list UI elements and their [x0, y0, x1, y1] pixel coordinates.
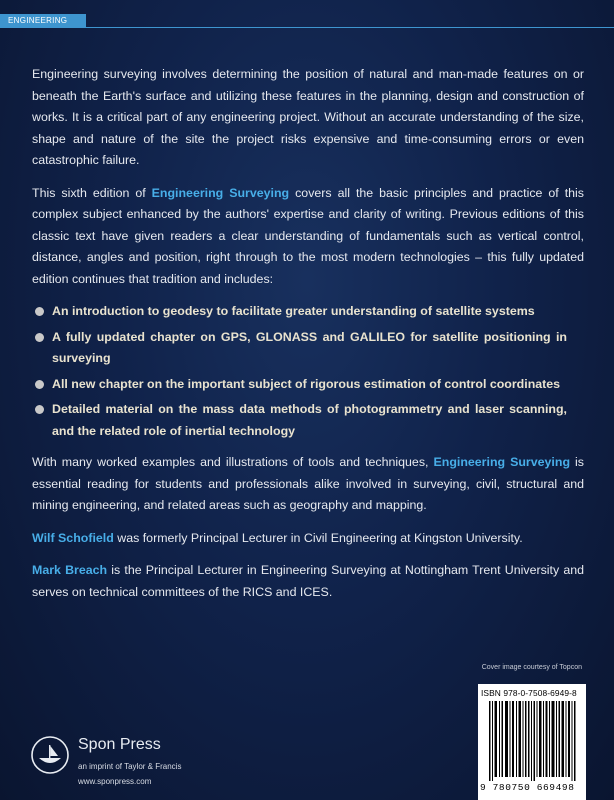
list-item — [32, 399, 567, 442]
publisher-name: Spon Press — [78, 736, 161, 753]
list-item-text: An introduction to geodesy to facilitate greater understanding of satellite systems — [52, 304, 535, 318]
bullet-icon — [35, 405, 44, 414]
list-item-text: Detailed material on the mass data methods of photogrammetry and laser scanning, and the related role of inertial technology — [52, 402, 567, 438]
isbn-label: ISBN 978-0-7508-6949-8 — [481, 688, 577, 698]
barcode-bars — [481, 701, 585, 781]
publisher-imprint: an imprint of Taylor & Francis — [78, 762, 182, 771]
worked-text-before: With many worked examples and illustrations of tools and techniques, — [32, 455, 434, 469]
bullet-icon — [35, 333, 44, 342]
barcode-number: 9 780750 669498 — [480, 782, 575, 793]
author1-bio — [32, 528, 584, 550]
edition-paragraph — [32, 183, 584, 291]
book-title-highlight: Engineering Surveying — [433, 455, 571, 469]
bullet-icon — [35, 307, 44, 316]
worked-text-after: is essential reading for students and professionals alike involved in surveying, civil, structural and mining engineering, and related areas such as geography and mapping. — [32, 455, 584, 512]
list-item — [32, 301, 567, 323]
header-rule — [86, 27, 614, 28]
author2-name: Mark Breach — [32, 563, 108, 577]
bullet-icon — [35, 380, 44, 389]
features-list — [32, 301, 584, 442]
list-item-text: A fully updated chapter on GPS, GLONASS and GALILEO for satellite positioning in surveying — [52, 329, 567, 365]
author1-text: was formerly Principal Lecturer in Civil Engineering at Kingston University. — [113, 530, 523, 545]
worked-examples-paragraph — [32, 452, 584, 517]
isbn-barcode — [478, 684, 586, 800]
edition-text-before: This sixth edition of — [32, 185, 152, 200]
intro-paragraph: Engineering surveying involves determining the position of natural and man-made features on or beneath the Earth's surface and utilizing these features in the planning, design and construction of works. It is a critical part of any engineering project. Without an accurate understanding of the size, shape and nature of the site the project risks expensive and time-consuming errors or even catastrophic failure. — [32, 67, 584, 167]
cover-credit: Cover image courtesy of Topcon — [481, 664, 582, 671]
list-item — [32, 327, 567, 370]
list-item — [32, 374, 567, 396]
edition-text-after: covers all the basic principles and practice of this complex subject enhanced by the authors' expertise and clarity of writing. Previous editions of this classic text have given readers a clear understanding of fundamentals such as vertical control, distance, angles and position, right through to the most modern technologies – this fully updated edition continues that tradition and includes: — [32, 185, 584, 286]
author2-bio — [32, 560, 584, 603]
book-title-highlight: Engineering Surveying — [151, 185, 290, 200]
publisher-url[interactable]: www.sponpress.com — [78, 777, 152, 786]
description-body — [32, 64, 584, 614]
category-tag: ENGINEERING — [0, 14, 86, 28]
author2-text: is the Principal Lecturer in Engineering Surveying at Nottingham Trent University and serves on technical committees of the RICS and ICES. — [32, 563, 585, 599]
spon-press-logo-icon — [30, 735, 70, 775]
author1-name: Wilf Schofield — [32, 530, 114, 545]
list-item-text: All new chapter on the important subject of rigorous estimation of control coordinates — [52, 376, 561, 391]
